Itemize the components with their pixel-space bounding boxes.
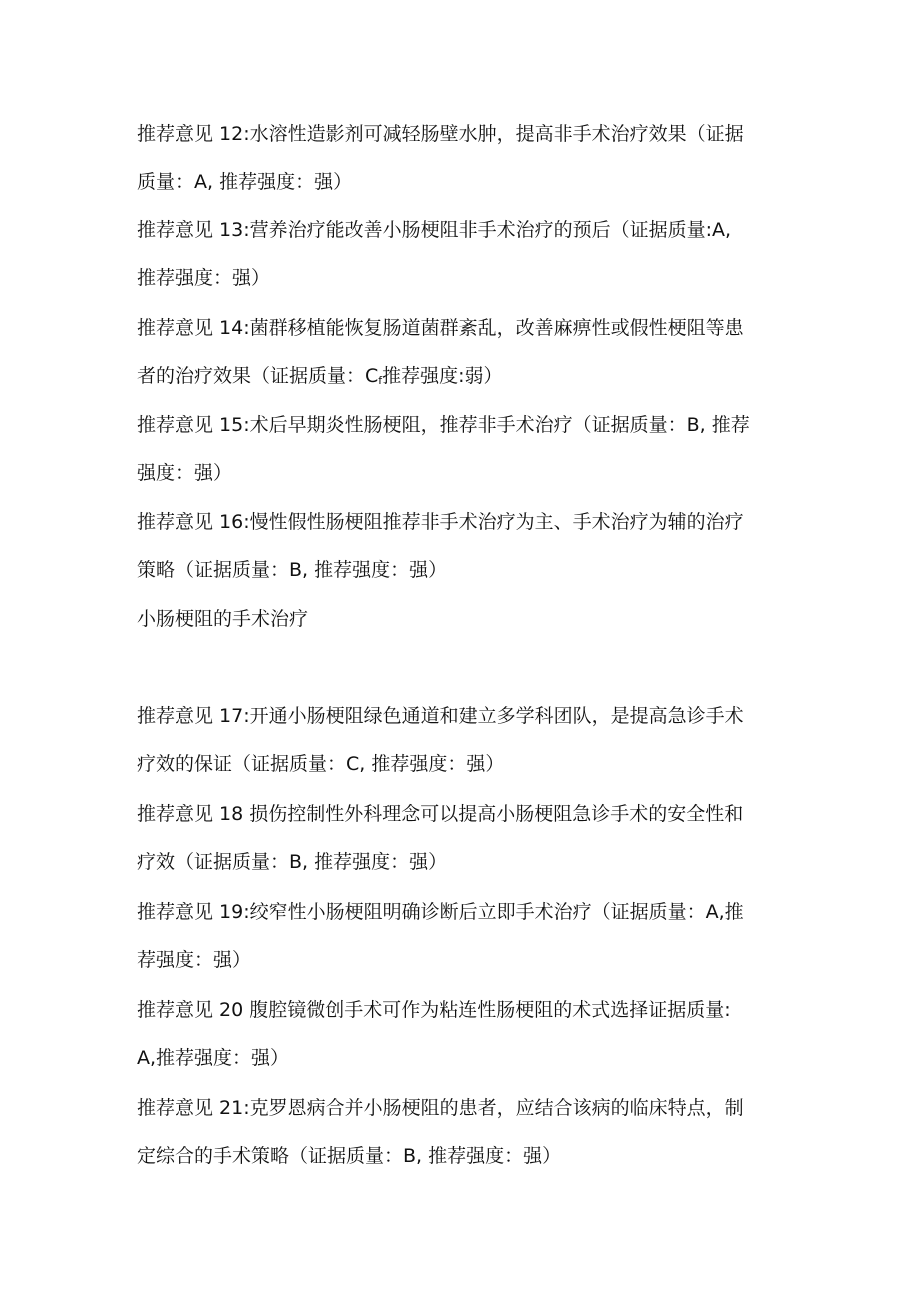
recommendation-21 [137, 1084, 787, 1180]
recommendation-15 [137, 401, 787, 497]
text-line: 荐强度：强） [137, 949, 252, 971]
text-line: 疗效（证据质量：B, 推荐强度：强） [137, 851, 448, 873]
text-line: 策略（证据质量：B, 推荐强度：强） [137, 559, 448, 581]
text-line: A,推荐强度：强） [137, 1047, 290, 1069]
recommendation-13 [137, 206, 787, 302]
heading-text: 小肠梗阻的手术治疗 [137, 608, 309, 630]
text-line: 推荐意见 15:术后早期炎性肠梗阻，推荐非手术治疗（证据质量：B, 推荐 [137, 414, 750, 436]
recommendation-20 [137, 986, 787, 1082]
text-line: 疗效的保证（证据质量：C, 推荐强度：强） [137, 753, 505, 775]
recommendation-12 [137, 110, 787, 206]
recommendation-18 [137, 790, 787, 886]
recommendation-19 [137, 888, 787, 984]
subscript-mark: f [378, 374, 383, 387]
text-line: 推荐意见 20 腹腔镜微创手术可作为粘连性肠梗阻的术式选择证据质量: [137, 999, 731, 1021]
text-line: 强度：强） [137, 462, 233, 484]
recommendation-17 [137, 692, 787, 788]
text-line: 推荐意见 16:慢性假性肠梗阻推荐非手术治疗为主、手术治疗为辅的治疗 [137, 511, 744, 533]
recommendation-14 [137, 304, 787, 400]
text-line: 推荐意见 17:开通小肠梗阻绿色通道和建立多学科团队，是提高急诊手术 [137, 705, 744, 727]
text-line: 推荐意见 14:菌群移植能恢复肠道菌群紊乱，改善麻痹性或假性梗阻等患 [137, 317, 744, 339]
text-line [137, 352, 787, 400]
text-line: 推荐意见 21:克罗恩病合并小肠梗阻的患者，应结合该病的临床特点，制 [137, 1097, 744, 1119]
text-line: 推荐意见 18 损伤控制性外科理念可以提高小肠梗阻急诊手术的安全性和 [137, 803, 744, 825]
recommendation-16 [137, 498, 787, 594]
text-line: 质量：A, 推荐强度：强） [137, 171, 353, 193]
text-line: 定综合的手术策略（证据质量：B, 推荐强度：强） [137, 1145, 562, 1167]
text-line: 推荐意见 12:水溶性造影剂可减轻肠壁水肿，提高非手术治疗效果（证据 [137, 123, 744, 145]
section-heading [137, 595, 787, 643]
text-fragment: 推荐强度:弱） [382, 365, 503, 387]
text-line: 推荐意见 13:营养治疗能改善小肠梗阻非手术治疗的预后（证据质量:A, [137, 219, 732, 241]
text-fragment: 者的治疗效果（证据质量：C [137, 365, 379, 387]
text-line: 推荐强度：强） [137, 267, 271, 289]
text-line: 推荐意见 19:绞窄性小肠梗阻明确诊断后立即手术治疗（证据质量：A,推 [137, 901, 744, 923]
